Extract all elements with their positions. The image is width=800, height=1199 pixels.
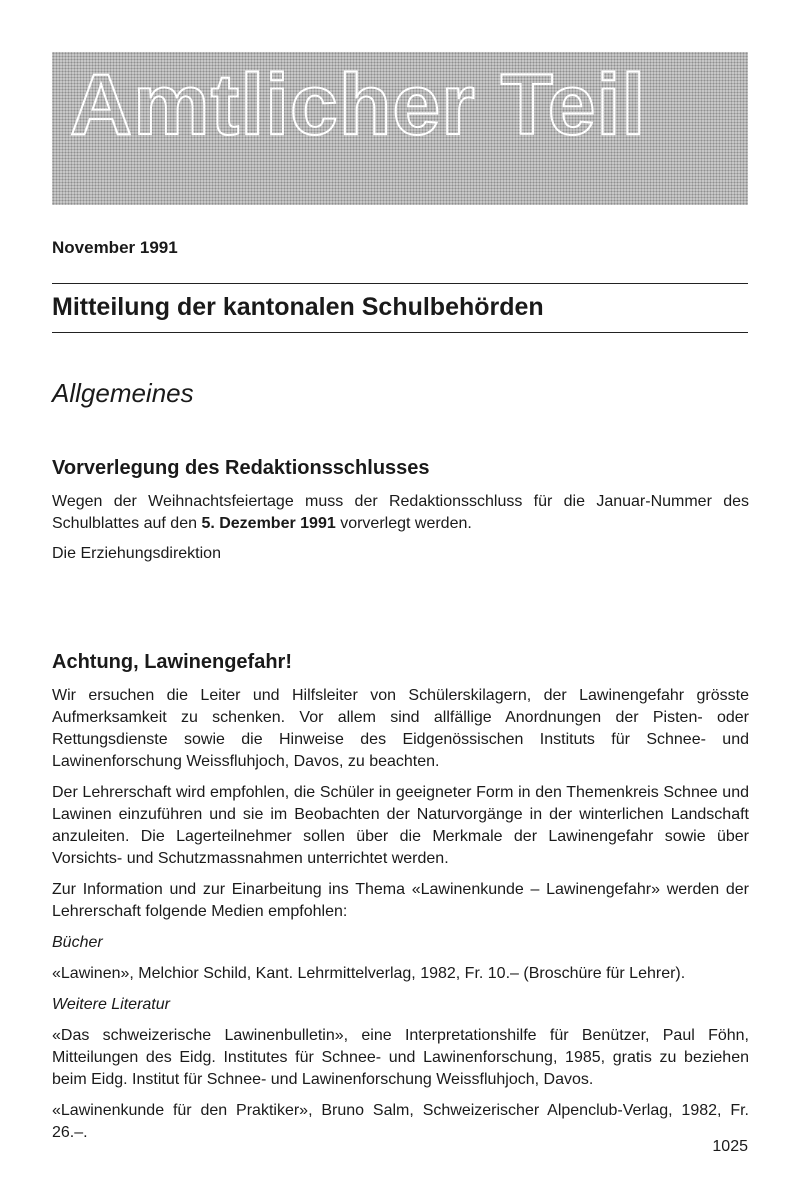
article-paragraph: Wir ersuchen die Leiter und Hilfsleiter von Schülerskilagern, der Lawinengefahr grösste Aufmerksamkeit zu schenken. Vor allem sind allfällige Anordnungen der Pisten- oder Rettungsdienste sowie die Hinweise des Eidgenössischen Instituts für Schnee- und Lawinenforschung Weissfluhjoch, Davos, zu beachten. <box>52 687 749 770</box>
article-signature: Die Erziehungsdirektion <box>52 545 221 562</box>
page-number: 1025 <box>712 1138 748 1155</box>
article-paragraph: Zur Information und zur Einarbeitung ins Thema «Lawinenkunde – Lawinengefahr» werden der Lehrerschaft folgende Medien empfohlen: <box>52 881 749 920</box>
article-paragraph: Der Lehrerschaft wird empfohlen, die Schüler in geeigneter Form in den Themenkreis Schnee und Lawinen einzuführen und sie im Beobachten der Naturvorgänge in der winterlichen Landschaft anzuleiten. Die Lagerteilnehmer sollen über die Merkmale der Lawinengefahr sowie über Vorsichts- und Schutzmassnahmen unterrichtet werden. <box>52 784 749 867</box>
reference-item: «Lawinenkunde für den Praktiker», Bruno Salm, Schweizerischer Alpenclub-Verlag, 1982, Fr. 26.–. <box>52 1102 749 1141</box>
reference-item: «Lawinen», Melchior Schild, Kant. Lehrmittelverlag, 1982, Fr. 10.– (Broschüre für Lehrer). <box>52 965 686 982</box>
divider-bottom <box>52 332 748 333</box>
deadline-date: 5. Dezember 1991 <box>201 515 336 532</box>
paragraph-text: vorverlegt werden. <box>335 515 472 532</box>
section-title: Mitteilung der kantonalen Schulbehörden <box>52 293 544 321</box>
article-body-redaktionsschluss <box>52 491 749 565</box>
banner-title: Amtlicher Teil <box>70 57 647 153</box>
header-banner <box>52 52 748 205</box>
paragraph-text: Wegen der Weihnachtsfeiertage muss der Redaktionsschluss für die Januar-Nummer des Schulblattes auf den <box>52 493 749 532</box>
divider-top <box>52 283 748 284</box>
category-heading: Allgemeines <box>52 378 194 408</box>
reference-item: «Das schweizerische Lawinenbulletin», eine Interpretationshilfe für Benützer, Paul Föhn, Mitteilungen des Eidg. Institutes für Schnee- und Lawinenforschung, 1985, gratis zu beziehen beim Eidg. Institut für Schnee- und Lawinenforschung Weissfluhjoch, Davos. <box>52 1027 749 1088</box>
article-body-lawinengefahr <box>52 685 749 1153</box>
article-heading-lawinengefahr: Achtung, Lawinengefahr! <box>52 651 292 673</box>
subheading-literature: Weitere Literatur <box>52 996 170 1013</box>
subheading-books: Bücher <box>52 934 103 951</box>
article-paragraph <box>52 491 749 535</box>
article-heading-redaktionsschluss: Vorverlegung des Redaktionsschlusses <box>52 457 430 479</box>
issue-date: November 1991 <box>52 238 178 257</box>
